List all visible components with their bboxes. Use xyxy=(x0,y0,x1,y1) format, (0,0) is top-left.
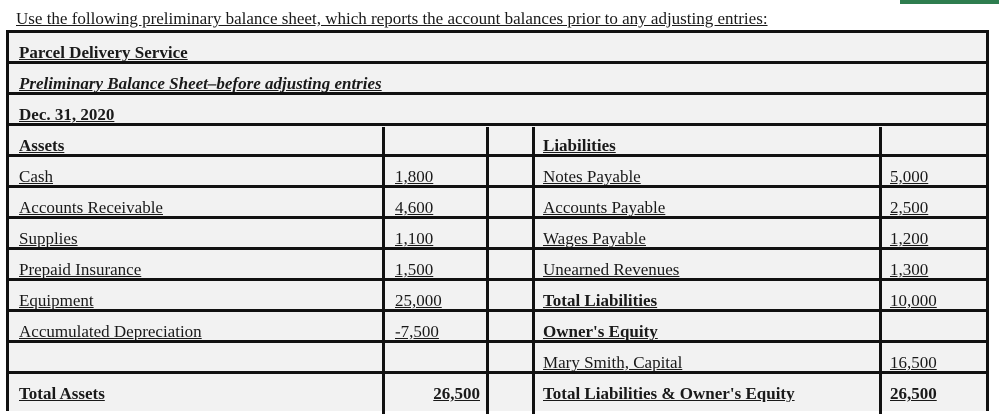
assets-heading: Assets xyxy=(19,136,65,154)
total-liabilities-label: Total Liabilities xyxy=(543,291,658,309)
table-row xyxy=(9,157,986,188)
table-row xyxy=(9,281,986,312)
asset-amount: 1,500 xyxy=(395,260,434,278)
total-liabilities-equity-amount: 26,500 xyxy=(890,384,937,402)
asset-label: Equipment xyxy=(19,291,94,309)
header-row-company xyxy=(9,33,986,64)
total-assets-amount: 26,500 xyxy=(433,384,480,402)
liability-label: Notes Payable xyxy=(543,167,641,185)
asset-amount: 4,600 xyxy=(395,198,434,216)
balance-sheet-table xyxy=(6,30,989,411)
total-liabilities-amount: 10,000 xyxy=(890,291,937,309)
company-name: Parcel Delivery Service xyxy=(19,43,188,61)
asset-label: Cash xyxy=(19,167,53,185)
asset-label: Supplies xyxy=(19,229,78,247)
liability-amount: 1,300 xyxy=(890,260,929,278)
table-row xyxy=(9,126,986,157)
asset-amount: 25,000 xyxy=(395,291,442,309)
asset-amount: -7,500 xyxy=(395,322,439,340)
window-accent-bar xyxy=(900,0,999,4)
liability-label: Accounts Payable xyxy=(543,198,666,216)
capital-amount: 16,500 xyxy=(890,353,937,371)
owners-equity-heading: Owner's Equity xyxy=(543,322,658,340)
asset-label: Prepaid Insurance xyxy=(19,260,142,278)
liabilities-heading: Liabilities xyxy=(543,136,616,154)
total-liabilities-equity-label: Total Liabilities & Owner's Equity xyxy=(543,384,795,402)
liability-amount: 1,200 xyxy=(890,229,929,247)
asset-label: Accumulated Depreciation xyxy=(19,322,202,340)
table-row xyxy=(9,219,986,250)
liability-label: Unearned Revenues xyxy=(543,260,680,278)
header-row-date xyxy=(9,95,986,126)
table-row xyxy=(9,343,986,374)
table-row-totals xyxy=(9,374,986,405)
sheet-date: Dec. 31, 2020 xyxy=(19,105,115,123)
liability-amount: 2,500 xyxy=(890,198,929,216)
liability-amount: 5,000 xyxy=(890,167,929,185)
header-row-subtitle xyxy=(9,64,986,95)
sheet-subtitle: Preliminary Balance Sheet–before adjusting entries xyxy=(19,74,382,92)
intro-text: Use the following preliminary balance sheet, which reports the account balances prior to any adjusting entries: xyxy=(16,9,768,28)
table-row xyxy=(9,188,986,219)
capital-label: Mary Smith, Capital xyxy=(543,353,683,371)
total-assets-label: Total Assets xyxy=(19,384,105,402)
table-row xyxy=(9,312,986,343)
table-row xyxy=(9,250,986,281)
asset-amount: 1,800 xyxy=(395,167,434,185)
liability-label: Wages Payable xyxy=(543,229,646,247)
asset-label: Accounts Receivable xyxy=(19,198,163,216)
asset-amount: 1,100 xyxy=(395,229,434,247)
